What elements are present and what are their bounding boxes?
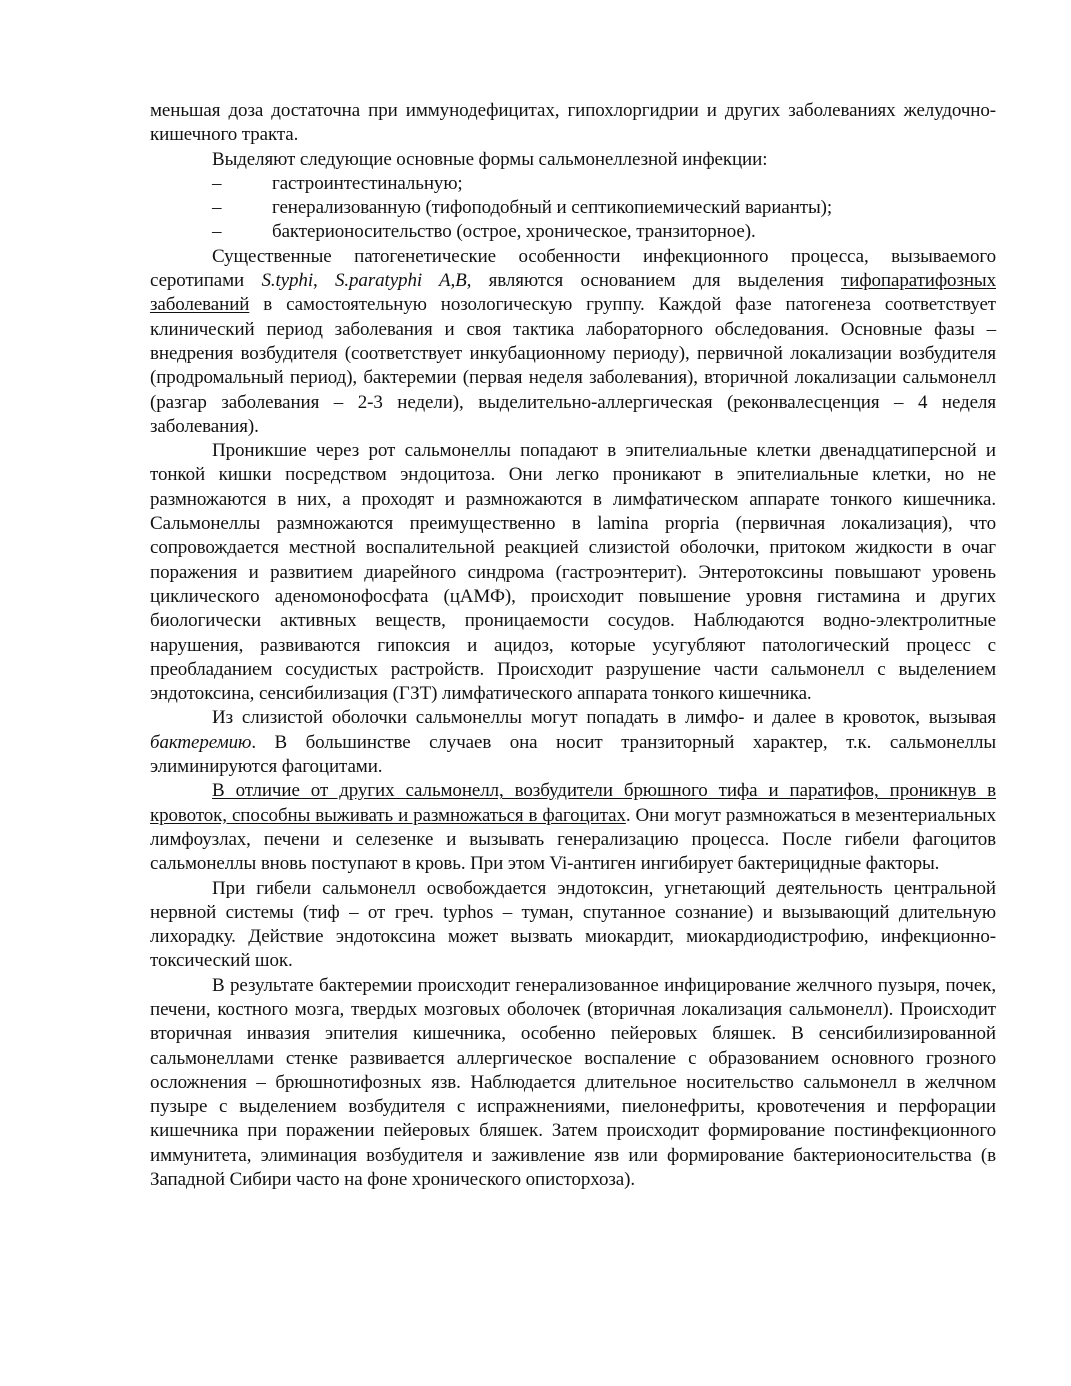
document-page [150, 99, 996, 1192]
underlined-term: тифопаратифозных заболеваний [150, 270, 996, 316]
text-run: . В большинстве случаев она носит транзиторный характер, т.к. сальмонеллы элиминируются фагоцитами. [150, 731, 996, 778]
paragraph-intro-continuation: меньшая доза достаточна при иммунодефицитах, гипохлоргидрии и других заболеваниях желудочно-кишечного тракта. [150, 100, 996, 146]
serotype-typhi: S.typhi [261, 270, 313, 292]
paragraph-endotoxin: При гибели сальмонелл освобождается эндотоксин, угнетающий деятельность центральной нервной системы (тиф – от греч. typhos – туман, спутанное сознание) и вызывающий длительную лихорадку. Действие эндотоксина может вызвать миокардит, миокардиодистрофию, инфекционно-токсический шок. [150, 877, 996, 972]
forms-list [150, 172, 996, 245]
underlined-statement: В отличие от других сальмонелл, возбудители брюшного тифа и паратифов, проникнув в кровоток, способны выживать и размножаться в фагоцитах [150, 780, 996, 826]
list-dash: – [212, 221, 222, 243]
list-item [150, 172, 996, 196]
list-dash: – [212, 197, 222, 219]
list-item-text: бактерионосительство (острое, хроническое, транзиторное). [272, 221, 756, 243]
list-item-text: гастроинтестинальную; [272, 172, 463, 194]
list-dash: – [212, 172, 222, 194]
text-run: . Они могут размножаться в мезентериальных лимфоузлах, печени и селезенке и вызывать генерализацию процесса. После гибели фагоцитов сальмонеллы вновь поступают в кровь. При этом Vi-антиген ингибирует бактерицидные факторы. [150, 804, 996, 875]
paragraph-bacteremia [150, 706, 996, 779]
paragraph-primary-localization: Проникшие через рот сальмонеллы попадают в эпителиальные клетки двенадцатиперсной и тонкой кишки посредством эндоцитоза. Они легко проникают в эпителиальные клетки, но не размножаются в них, а проходят и размножаются в лимфатическом аппарате тонкого кишечника. Сальмонеллы размножаются преимущественно в lamina propria (первичная локализация), что сопровождается местной воспалительной реакцией слизистой оболочки, притоком жидкости в очаг поражения и развитием диарейного синдрома (гастроэнтерит). Энтеротоксины повышают уровень циклического аденомонофосфата (цАМФ), происходит повышение уровня гистамина и других биологически активных веществ, проницаемости сосудов. Наблюдаются водно-электролитные нарушения, развиваются гипоксия и ацидоз, которые усугубляют патологический процесс с преобладанием сосудистых растройств. Происходит разрушение части сальмонелл с выделением эндотоксина, сенсибилизация (ГЗТ) лимфатического аппарата тонкого кишечника. [150, 440, 996, 705]
text-run: Из слизистой оболочки сальмонеллы могут попадать в лимфо- и далее в кровоток, вызывая [212, 707, 996, 729]
list-item [150, 196, 996, 220]
paragraph-pathogenesis-phases [150, 245, 996, 439]
serotype-paratyphi: S.paratyphi A,B, [334, 270, 472, 292]
text-run: , [313, 270, 335, 292]
italic-term: бактеремию [150, 731, 252, 753]
list-item-text: генерализованную (тифоподобный и септикопиемический варианты); [272, 197, 833, 219]
text-run: Существенные патогенетические особенности инфекционного процесса, вызываемого серотипами [150, 245, 996, 292]
paragraph-phagocytes [150, 779, 996, 876]
list-item [150, 220, 996, 244]
paragraph-forms-intro: Выделяют следующие основные формы сальмонеллезной инфекции: [212, 148, 768, 170]
paragraph-secondary-localization: В результате бактеремии происходит генерализованное инфицирование желчного пузыря, почек, печени, костного мозга, твердых мозговых оболочек (вторичная локализация сальмонелл). Происходит вторичная инвазия эпителия кишечника, особенно пейеровых бляшек. В сенсибилизированной сальмонеллами стенке развивается аллергическое воспаление с образованием основного грозного осложнения – брюшнотифозных язв. Наблюдается длительное носительство сальмонелл в желчном пузыре с выделением возбудителя с испражнениями, пиелонефриты, кровотечения и перфорации кишечника при поражении пейеровых бляшек. Затем происходит формирование постинфекционного иммунитета, элиминация возбудителя и заживление язв или формирование бактерионосительства (в Западной Сибири часто на фоне хронического описторхоза). [150, 974, 996, 1191]
text-run: являются основанием для выделения [471, 270, 842, 292]
text-run: в самостоятельную нозологическую группу. Каждой фазе патогенеза соответствует клинический период заболевания и своя тактика лабораторного обследования. Основные фазы – внедрения возбудителя (соответствует инкубационному периоду), первичной локализации возбудителя (продромальный период), бактеремии (первая неделя заболевания), вторичной локализации сальмонелл (разгар заболевания – 2-3 недели), выделительно-аллергическая (реконвалесценция – 4 неделя заболевания). [150, 294, 996, 437]
